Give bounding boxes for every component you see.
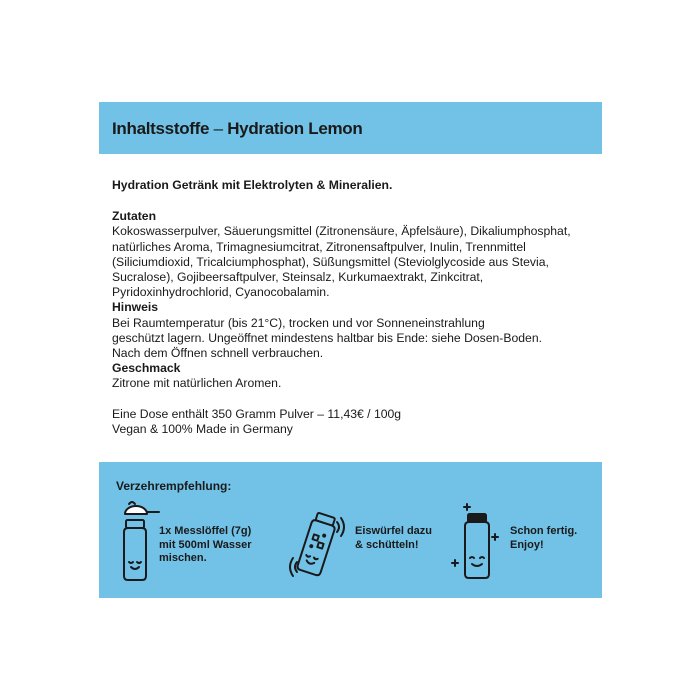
section-heading-geschmack: Geschmack	[112, 361, 181, 376]
intro-text: Hydration Getränk mit Elektrolyten & Mineralien.	[112, 178, 393, 192]
page-title-part-2: Hydration Lemon	[227, 119, 363, 138]
ingredients-content	[112, 178, 592, 437]
section-heading-hinweis: Hinweis	[112, 300, 159, 315]
hinweis-line: Bei Raumtemperatur (bis 21°C), trocken und vor Sonneneinstrahlung	[112, 315, 485, 330]
header-band	[99, 102, 602, 154]
usage-step-line: 1x Messlöffel (7g)	[159, 525, 252, 537]
shaking-bottle-icon	[289, 506, 351, 586]
zutaten-line: Kokoswasserpulver, Säuerungsmittel (Zitronensäure, Äpfelsäure), Dikaliumphosphat,	[112, 224, 571, 239]
page-title	[112, 119, 362, 139]
price-line: Eine Dose enthält 350 Gramm Pulver – 11,43€ / 100g	[112, 406, 402, 421]
geschmack-line: Zitrone mit natürlichen Aromen.	[112, 376, 282, 391]
usage-step-line: Schon fertig.	[510, 525, 578, 537]
zutaten-line: Sucralose), Gojibeersaftpulver, Steinsalz, Kurkumaextrakt, Zinkcitrat,	[112, 270, 484, 285]
bottle-with-scoop-icon	[116, 498, 160, 584]
usage-band	[99, 462, 602, 598]
vegan-line: Vegan & 100% Made in Germany	[112, 421, 293, 436]
hinweis-line: Nach dem Öffnen schnell verbrauchen.	[112, 346, 324, 361]
zutaten-line: natürliches Aroma, Trimagnesiumcitrat, Zitronensaftpulver, Inulin, Trennmittel	[112, 239, 526, 254]
section-heading-zutaten: Zutaten	[112, 209, 157, 224]
page-title-part-1: Inhaltsstoffe	[112, 119, 210, 138]
usage-step-line: Enjoy!	[510, 538, 544, 551]
usage-step-3-text	[510, 525, 577, 552]
zutaten-line: (Siliciumdioxid, Tricalciumphosphat), Süßungsmittel (Steviolglycoside aus Stevia,	[112, 254, 549, 269]
usage-step-line: mit 500ml Wasser	[159, 538, 252, 551]
usage-step-line: & schütteln!	[355, 538, 419, 551]
page-title-dash: –	[209, 119, 228, 138]
usage-step-1-text	[159, 525, 252, 566]
usage-title: Verzehrempfehlung:	[116, 479, 232, 493]
usage-step-line: Eiswürfel dazu	[355, 525, 433, 537]
sparkling-bottle-icon	[449, 502, 505, 586]
hinweis-line: geschützt lagern. Ungeöffnet mindestens haltbar bis Ende: siehe Dosen-Boden.	[112, 330, 542, 345]
zutaten-line: Pyridoxinhydrochlorid, Cyanocobalamin.	[112, 285, 330, 300]
usage-step-2-text	[355, 525, 432, 552]
usage-step-line: mischen.	[159, 552, 207, 564]
